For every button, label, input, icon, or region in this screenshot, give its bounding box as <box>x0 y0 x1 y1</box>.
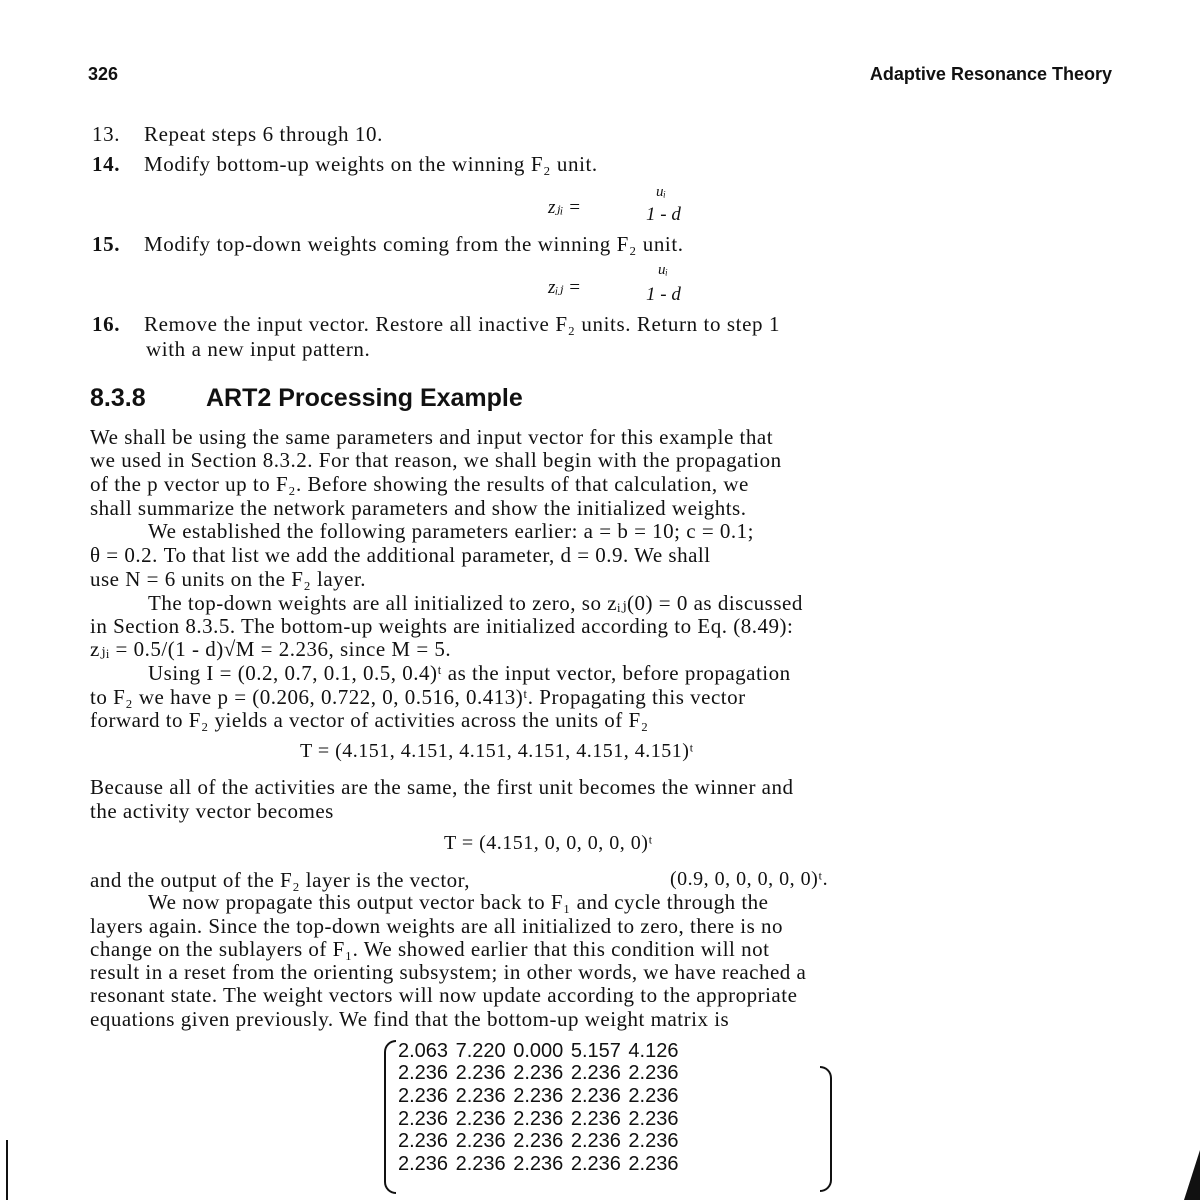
eq14-lhs: zⱼᵢ = <box>548 197 581 218</box>
paragraph-line: and the output of the F₂ layer is the vector, <box>90 868 471 892</box>
output-vector: (0.9, 0, 0, 0, 0, 0)ᵗ. <box>670 868 829 890</box>
matrix-row: 2.236 2.236 2.236 2.236 2.236 <box>398 1108 679 1130</box>
step-14 <box>92 152 598 177</box>
paragraph-line: of the p vector up to F₂. Before showing the results of that calculation, we <box>90 472 749 496</box>
scan-edge-mark <box>6 1140 8 1200</box>
winner-activity-equation: T = (4.151, 0, 0, 0, 0, 0)ᵗ <box>444 832 653 854</box>
paragraph-line: layers again. Since the top-down weights are all initialized to zero, there is no <box>90 914 784 938</box>
section-number: 8.3.8 <box>90 384 146 412</box>
eq15-denominator: 1 - d <box>646 284 681 305</box>
step-number: 14. <box>92 152 121 176</box>
paragraph-line: The top-down weights are all initialized to zero, so zᵢⱼ(0) = 0 as discussed <box>148 591 803 615</box>
paragraph-line: We now propagate this output vector back to F₁ and cycle through the <box>148 890 769 914</box>
paragraph-line: θ = 0.2. To that list we add the additional parameter, d = 0.9. We shall <box>90 543 711 567</box>
paragraph-line: Because all of the activities are the same, the first unit becomes the winner and <box>90 775 794 799</box>
paragraph-line: result in a reset from the orienting subsystem; in other words, we have reached a <box>90 960 807 984</box>
paragraph-line: resonant state. The weight vectors will now update according to the appropriate <box>90 983 798 1007</box>
matrix-row: 2.063 7.220 0.000 5.157 4.126 <box>398 1040 679 1062</box>
step-text: Modify top-down weights coming from the winning F₂ unit. <box>144 232 684 256</box>
paragraph-line: we used in Section 8.3.2. For that reason, we shall begin with the propagation <box>90 448 782 472</box>
paragraph-line: to F₂ we have p = (0.206, 0.722, 0, 0.516, 0.413)ᵗ. Propagating this vector <box>90 685 746 709</box>
paragraph-line: zⱼᵢ = 0.5/(1 - d)√M = 2.236, since M = 5. <box>90 637 452 661</box>
step-13 <box>92 122 383 147</box>
matrix-row: 2.236 2.236 2.236 2.236 2.236 <box>398 1085 679 1107</box>
step-number: 13. <box>92 122 121 146</box>
step-continuation: with a new input pattern. <box>146 337 371 361</box>
page-number: 326 <box>88 64 119 84</box>
section-title: ART2 Processing Example <box>206 384 523 412</box>
paragraph-line: use N = 6 units on the F₂ layer. <box>90 567 367 591</box>
matrix-row: 2.236 2.236 2.236 2.236 2.236 <box>398 1062 679 1084</box>
paragraph-line: equations given previously. We find that the bottom-up weight matrix is <box>90 1007 730 1031</box>
paragraph-line: We shall be using the same parameters and input vector for this example that <box>90 425 774 449</box>
eq14-denominator: 1 - d <box>646 204 681 225</box>
eq14-numerator: uᵢ <box>656 184 666 200</box>
eq15-lhs: zᵢⱼ = <box>548 277 581 298</box>
eq15-numerator: uᵢ <box>658 262 668 278</box>
step-text: Repeat steps 6 through 10. <box>144 122 383 146</box>
paragraph-line: in Section 8.3.5. The bottom-up weights are initialized according to Eq. (8.49): <box>90 614 794 638</box>
paragraph-line: We established the following parameters earlier: a = b = 10; c = 0.1; <box>148 519 754 543</box>
step-number: 16. <box>92 312 121 336</box>
matrix-right-paren <box>820 1066 832 1192</box>
step-15 <box>92 232 684 257</box>
step-number: 15. <box>92 232 121 256</box>
paragraph-line: shall summarize the network parameters and show the initialized weights. <box>90 496 747 520</box>
matrix-row: 2.236 2.236 2.236 2.236 2.236 <box>398 1130 679 1152</box>
step-text: Modify bottom-up weights on the winning F₂ unit. <box>144 152 598 176</box>
matrix-row: 2.236 2.236 2.236 2.236 2.236 <box>398 1153 679 1175</box>
paragraph-line: change on the sublayers of F₁. We showed earlier that this condition will not <box>90 937 770 961</box>
step-16 <box>92 312 780 362</box>
matrix-left-paren <box>384 1040 396 1194</box>
scan-corner-mark <box>1184 1150 1200 1200</box>
paragraph-line: Using I = (0.2, 0.7, 0.1, 0.5, 0.4)ᵗ as the input vector, before propagation <box>148 661 791 685</box>
running-title: Adaptive Resonance Theory <box>869 64 1112 84</box>
activity-vector-equation: T = (4.151, 4.151, 4.151, 4.151, 4.151, 4.151)ᵗ <box>300 740 694 762</box>
paragraph-line: the activity vector becomes <box>90 799 334 823</box>
step-text: Remove the input vector. Restore all inactive F₂ units. Return to step 1 <box>144 312 781 336</box>
paragraph-line: forward to F₂ yields a vector of activities across the units of F₂ <box>90 708 649 732</box>
